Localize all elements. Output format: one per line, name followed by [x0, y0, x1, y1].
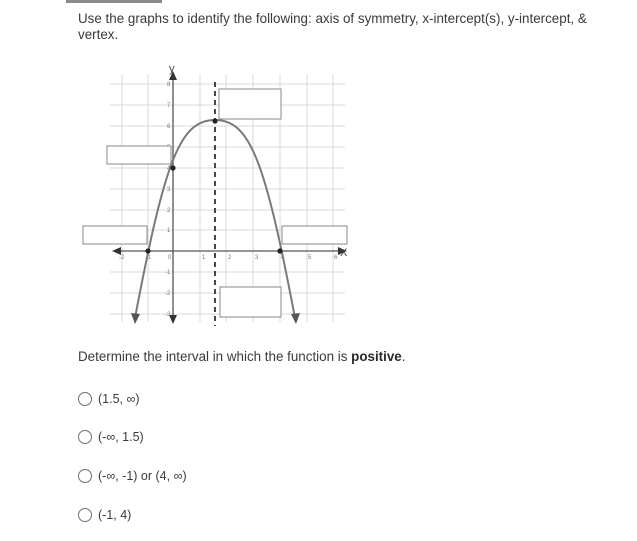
- y-tick-label: 3: [167, 187, 171, 193]
- answer-option-3[interactable]: [78, 469, 187, 483]
- x-tick-label: 1: [202, 255, 206, 261]
- y-tick-label: -3: [165, 312, 171, 318]
- answer-box-x-intercept-left[interactable]: [83, 226, 147, 244]
- curve-right-arrow: [291, 313, 300, 324]
- radio-button-2[interactable]: [78, 430, 92, 444]
- parabola-graph: [80, 60, 355, 328]
- question-text: Use the graphs to identify the following: axis of symmetry, x-intercept(s), y-intercept, & vertex.: [78, 11, 587, 42]
- x-axis-label: X: [340, 247, 348, 259]
- x-tick-label: 5: [308, 255, 312, 261]
- x-tick-label: 0: [168, 255, 172, 261]
- y-tick-label: 1: [167, 228, 171, 234]
- answer-box-axis-of-symmetry[interactable]: [220, 287, 281, 317]
- radio-button-1[interactable]: [78, 392, 92, 406]
- x-tick-label: -1: [146, 255, 152, 261]
- option-label-3: (-∞, -1) or (4, ∞): [98, 469, 187, 483]
- answer-box-x-intercept-right[interactable]: [282, 226, 347, 244]
- x-tick-label: 3: [255, 255, 259, 261]
- option-label-2: (-∞, 1.5): [98, 430, 144, 444]
- radio-button-4[interactable]: [78, 508, 92, 522]
- answer-option-4[interactable]: [78, 508, 131, 522]
- top-divider: [66, 0, 162, 3]
- y-tick-label: 6: [167, 124, 171, 130]
- y-axis-label: y: [169, 63, 175, 75]
- prompt-text: Determine the interval in which the function is: [78, 349, 352, 364]
- answer-box-vertex[interactable]: [219, 89, 281, 119]
- y-tick-label: 2: [167, 208, 171, 214]
- y-tick-label: -2: [165, 291, 171, 297]
- interval-question: [78, 349, 406, 364]
- x-tick-label: 2: [228, 255, 232, 261]
- y-tick-label: 4: [167, 166, 171, 172]
- answer-box-y-intercept[interactable]: [107, 146, 171, 164]
- answer-option-2[interactable]: [78, 430, 144, 444]
- radio-button-3[interactable]: [78, 469, 92, 483]
- prompt-end: .: [401, 349, 406, 364]
- x-tick-label: 6: [334, 255, 338, 261]
- y-tick-label: 7: [167, 103, 171, 109]
- y-tick-label: -1: [165, 270, 171, 276]
- vertex-point: [212, 118, 217, 123]
- y-tick-label: 8: [167, 82, 171, 88]
- prompt-emphasis: positive: [351, 349, 402, 364]
- x-intercept-point-left: [145, 248, 150, 253]
- answer-option-1[interactable]: [78, 392, 140, 406]
- x-intercept-point-right: [277, 248, 282, 253]
- x-tick-label: -2: [119, 255, 125, 261]
- option-label-4: (-1, 4): [98, 508, 132, 522]
- x-tick-label: 4: [281, 255, 285, 261]
- option-label-1: (1.5, ∞): [98, 392, 140, 406]
- y-intercept-point: [170, 165, 175, 170]
- curve-left-arrow: [131, 313, 140, 324]
- x-axis-left-arrow: [112, 247, 121, 255]
